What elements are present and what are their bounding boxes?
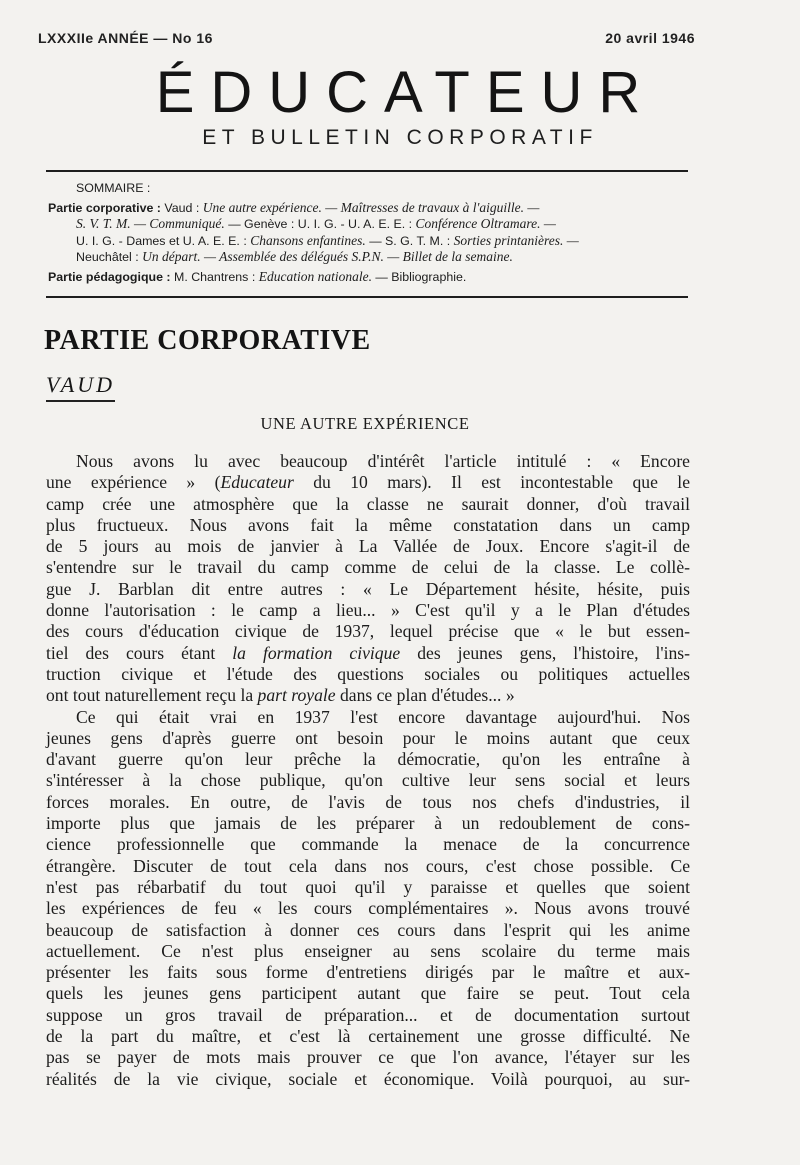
text-line: jeunes gens d'après guerre ont besoin pour le moins autant que ceux [46, 727, 690, 748]
text-line: cience professionnelle que commande la menace de la concurrence [46, 834, 690, 855]
toc-corporate-line-2 [48, 216, 698, 233]
toc-pedagogical-line [48, 269, 698, 286]
text-line: suppose un gros travail de préparation... et de documentation surtout [46, 1004, 690, 1025]
toc-text: Neuchâtel : [76, 250, 139, 264]
text-line: camp crée une atmosphère que la classe ne saurait donner, d'où travail [46, 493, 690, 514]
masthead [0, 62, 800, 150]
text-line: n'est pas rébarbatif du tout quoi qu'il y paraisse et quelles que soient [46, 876, 690, 897]
toc-text: U. I. G. - Dames et U. A. E. E. : [76, 233, 247, 248]
toc-text: Conférence Oltramare. — [415, 216, 556, 231]
top-rule [46, 170, 688, 172]
paragraph-2 [46, 707, 690, 1090]
text-span: ont tout naturellement reçu la [46, 685, 258, 706]
text-line: importe plus que jamais de les préparer à un redoublement de cons- [46, 813, 690, 834]
toc-text: Vaud : [164, 200, 200, 215]
text-span: dans ce plan d'études... » [335, 685, 515, 706]
text-line: forces morales. En outre, de l'avis de tous nos chefs d'industries, il [46, 791, 690, 812]
article-title: UNE AUTRE EXPÉRIENCE [260, 414, 470, 433]
section-title: PARTIE CORPORATIVE [44, 325, 371, 356]
toc-text: Education nationale. [258, 268, 372, 284]
toc-corporate-line-3 [48, 233, 698, 250]
text-line: d'avant guerre qu'on leur prêche la démocratie, qu'on les entraîne à [46, 749, 690, 770]
text-line: s'entendre sur le travail du camp comme de celui de la classe. Le collè- [46, 557, 690, 578]
text-line: pas se payer de mots mais prouver ce que l'on avance, l'étayer sur les [46, 1047, 690, 1068]
text-span: Educateur [220, 472, 294, 493]
text-line [46, 472, 690, 493]
paragraph-1 [46, 451, 690, 707]
text-line [46, 643, 690, 664]
toc-text: M. Chantrens : [174, 269, 256, 284]
text-span: une expérience » ( [46, 472, 221, 493]
text-span: des jeunes gens, l'histoire, l'ins- [400, 642, 690, 663]
text-line: présenter les faits sous forme d'entretiens dirigés par le maître et aux- [46, 962, 690, 983]
text-span: part royale [257, 685, 336, 706]
article-body [46, 451, 690, 1090]
text-line: des cours d'éducation civique de 1937, lequel précise que « le but essen- [46, 621, 690, 642]
table-of-contents [48, 181, 698, 285]
text-line: de 5 jours au mois de janvier à La Vallée de Joux. Encore s'agit-il de [46, 536, 690, 557]
text-line: donne l'autorisation : le camp a lieu... » C'est qu'il y a le Plan d'études [46, 600, 690, 621]
toc-text: — Bibliographie. [375, 269, 467, 284]
text-span: tiel des cours étant [46, 642, 233, 663]
issue-date: 20 avril 1946 [605, 30, 695, 46]
toc-corporate-line-1 [48, 200, 698, 217]
text-span: du 10 mars). Il est incontestable que le [293, 472, 691, 493]
text-line: truction civique et l'étude des questions sociales ou politiques actuelles [46, 663, 690, 684]
toc-text: Une autre expérience. — Maîtresses de travaux à l'aiguille. — [202, 199, 540, 215]
issue-line [38, 30, 695, 46]
text-line: les expériences de feu « les cours complémentaires ». Nous avons trouvé [46, 898, 690, 919]
text-line: réalités de la vie civique, sociale et économique. Voilà pourquoi, au sur- [46, 1068, 690, 1089]
toc-pedagogical-label: Partie pédagogique : [48, 269, 171, 284]
toc-text: — Genève : U. I. G. - U. A. E. E. : [228, 217, 413, 231]
canton-heading: VAUD [46, 372, 115, 402]
text-line: Ce qui était vrai en 1937 l'est encore davantage aujourd'hui. Nos [76, 706, 690, 727]
journal-subtitle: ET BULLETIN CORPORATIF [202, 126, 598, 149]
text-line: de la part du maître, et c'est là certainement une grosse difficulté. Ne [46, 1026, 690, 1047]
bottom-rule [46, 296, 688, 298]
toc-text: S. V. T. M. — Communiqué. [76, 216, 225, 231]
toc-corporate-label: Partie corporative : [48, 200, 161, 215]
toc-text: Sorties printanières. — [453, 232, 579, 248]
toc-text: Un départ. — Assemblée des délégués S.P.N. — Billet de la semaine. [142, 249, 513, 264]
text-line: plus fructueux. Nous avons fait la même constatation dans un camp [46, 514, 690, 535]
text-line: Nous avons lu avec beaucoup d'intérêt l'article intitulé : « Encore [76, 451, 690, 471]
text-line: étrangère. Discuter de tout cela dans nos cours, c'est chose possible. Ce [46, 855, 690, 876]
toc-text: — S. G. T. M. : [369, 233, 451, 248]
text-line: beaucoup de satisfaction à donner ces cours dans l'esprit qui les anime [46, 919, 690, 940]
text-line: quels les jeunes gens participent autant que faire se peut. Tout cela [46, 983, 690, 1004]
issue-number: LXXXIIe ANNÉE — No 16 [38, 30, 213, 46]
text-line: gue J. Barblan dit entre autres : « Le Département hésite, hésite, puis [46, 578, 690, 599]
journal-title: ÉDUCATEUR [155, 60, 657, 125]
text-span: la formation civique [232, 642, 401, 663]
toc-text: Chansons enfantines. [250, 232, 366, 248]
text-line: s'intéresser à la chose publique, qu'on cultive leur sens social et leurs [46, 770, 690, 791]
toc-corporate-line-4 [48, 249, 698, 266]
text-line [46, 685, 690, 706]
sommaire-label: SOMMAIRE : [76, 181, 151, 195]
text-line: actuellement. Ce n'est plus enseigner au sens scolaire du terme mais [46, 940, 690, 961]
